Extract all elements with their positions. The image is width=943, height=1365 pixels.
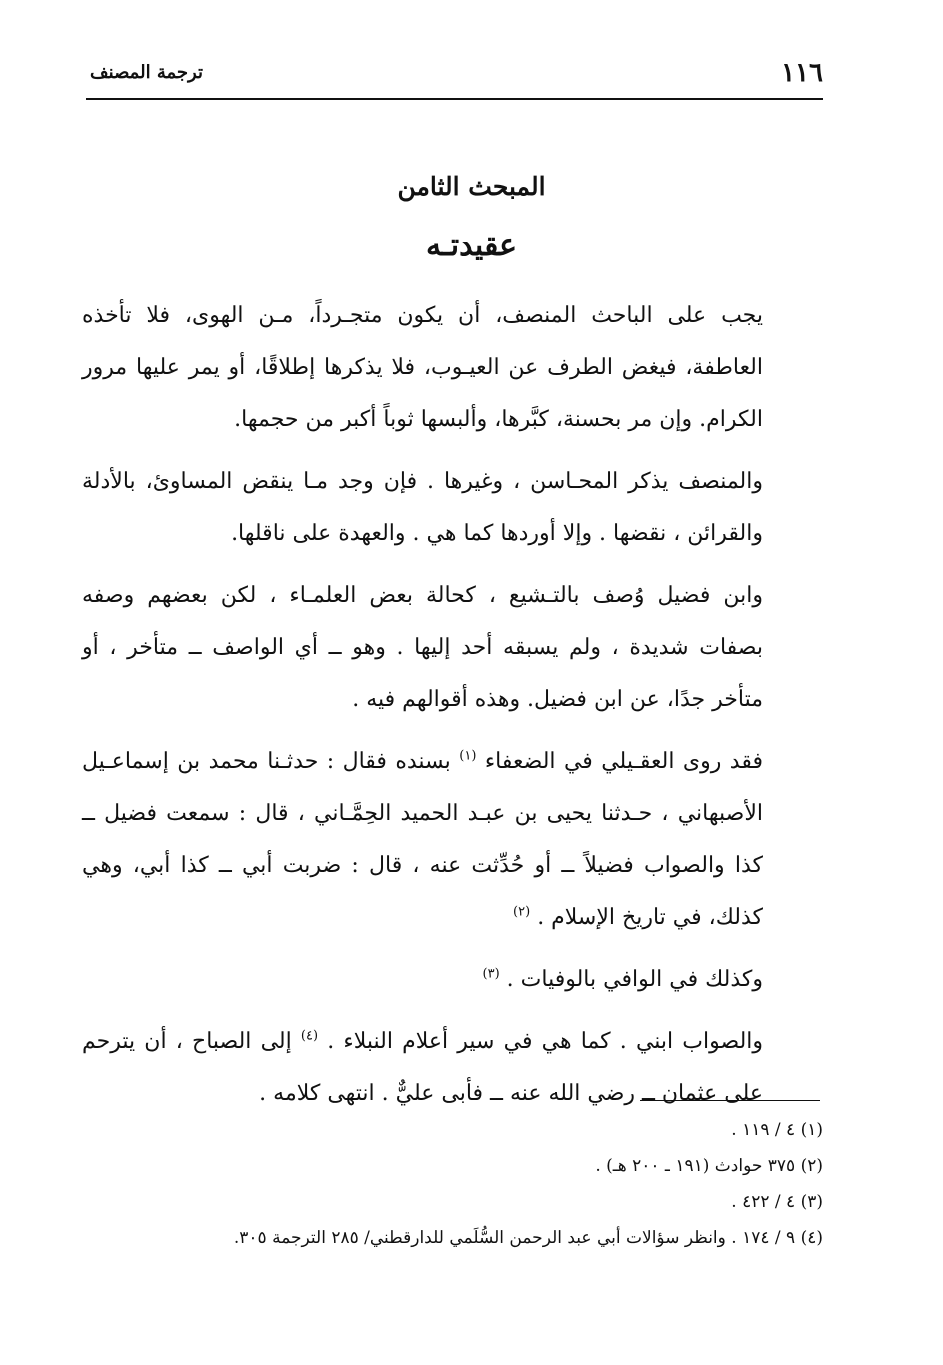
section-title: عقيدتـه xyxy=(425,228,518,263)
footnote-divider xyxy=(640,1100,820,1101)
header-divider xyxy=(86,98,823,100)
section-label: المبحث الثامن xyxy=(397,172,546,201)
footnote-4: (٤) ٩ / ١٧٤ . وانظر سؤالات أبي عبد الرحمن السُّلَمي للدارقطني/ ٢٨٥ الترجمة ٣٠٥. xyxy=(233,1228,823,1248)
paragraph-1: يجب على الباحث المنصف، أن يكون متجـرداً، مـن الهوى، فلا تأخذه العاطفة، فيغض الطرف عن العيـوب، فلا يذكرها إطلاقًا، أو يمر عليها مرور الكرام. وإن مر بحسنة، كبَّرها، وألبسها ثوباً أكبر من حجمها. xyxy=(82,303,763,432)
page-number: ١١٦ xyxy=(781,58,823,88)
main-text xyxy=(82,290,823,1130)
running-title: ترجمة المصنف xyxy=(90,62,203,83)
footnote-ref-2[interactable]: (٢) xyxy=(513,904,531,920)
paragraph-6-body: إلى الصباح ، أن يترحم على عثمان ــ رضي الله عنه ــ فأبى عليٌّ . انتهى كلامه . xyxy=(82,1029,763,1106)
paragraph-4-lead: فقد روى العقـيلي في الضعفاء xyxy=(484,749,764,774)
paragraph-3: وابن فضيل وُصف بالتـشيع ، كحالة بعض العلمـاء ، لكن بعضهم وصفه بصفات شديدة ، ولم يسبقه أحد إليها . وهو ــ أي الواصف ــ متأخر ، أو متأخر جدًا، عن ابن فضيل. وهذه أقوالهم فيه . xyxy=(82,583,763,712)
paragraph-5 xyxy=(82,954,823,1006)
footnote-ref-1[interactable]: (١) xyxy=(459,748,477,764)
footnote-ref-3[interactable]: (٣) xyxy=(482,966,500,982)
footnote-2: (٢) ٣٧٥ حوادث (١٩١ ـ ٢٠٠ هـ) . xyxy=(595,1156,823,1176)
page-header xyxy=(90,56,823,96)
footnotes xyxy=(90,1112,823,1256)
paragraph-5-text: وكذلك في الوافي بالوفيات . xyxy=(506,967,763,992)
footnote-ref-4[interactable]: (٤) xyxy=(300,1028,319,1044)
footnote-3: (٣) ٤ / ٤٢٢ . xyxy=(731,1192,823,1212)
paragraph-4 xyxy=(82,736,823,944)
paragraph-6 xyxy=(82,1016,823,1120)
paragraph-4-body: بسنده فقال : حدثـنا محمد بن إسماعـيل الأصبهاني ، حـدثنا يحيى بن عبـد الحميد الحِمَّـاني ، قال : سمعت فضيل ــ كذا والصواب فضيلاً ــ أو حُدِّثت عنه ، قال : ضربت أبي ــ كذا أبي، وهي كذلك، في تاريخ الإسلام . xyxy=(82,749,763,930)
paragraph-2: والمنصف يذكر المحـاسن ، وغيرها . فإن وجد مـا ينقض المساوئ، بالأدلة والقرائن ، نقضها . وإلا أوردها كما هي . والعهدة على ناقلها. xyxy=(82,469,763,546)
paragraph-6-lead: والصواب ابني . كما هي في سير أعلام النبلاء . xyxy=(327,1029,764,1054)
footnote-1: (١) ٤ / ١١٩ . xyxy=(731,1120,823,1140)
